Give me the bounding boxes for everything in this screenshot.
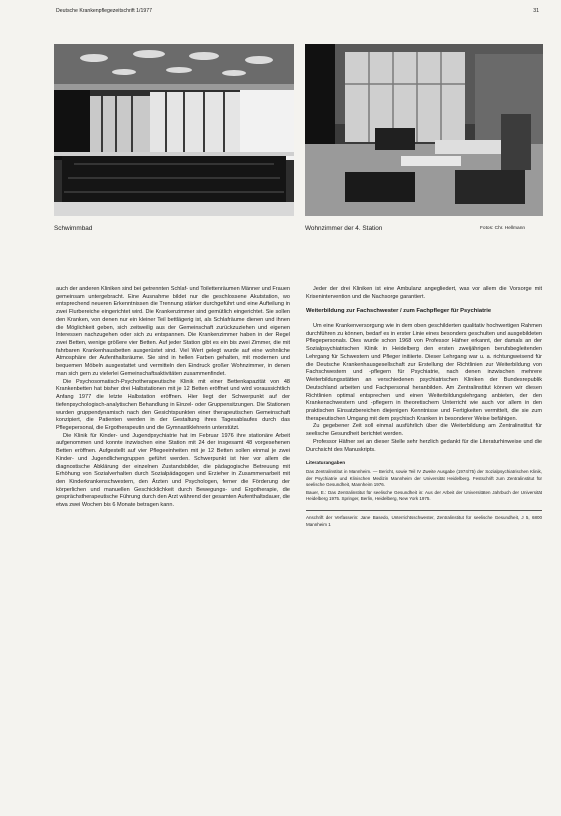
body-paragraph: auch der anderen Kliniken sind bei getrennten Schlaf- und Toilettenräumen Männer und Frauen gemeinsam untergebracht. Eine Ausnahme bildet nur die geschlossene Akutstation, wo entsprechend neueren Erkenntnissen die Trennung stärker durchgeführt und eine Aufteilung in zwei Flurbereiche eingerichtet wird. Die Krankenzimmer sind gemütlich eingerichtet. Sie sollen den Kranken, von denen nur ein kleiner Teil bettlägerig ist, als Schlafräume dienen und ihnen die Möglichkeit geben, sich zeitweilig aus der Gemeinschaft zurückzuziehen und eigenen Interessen nachzugehen oder sich zu entspannen. Die Krankenzimmer haben in der Regel zwei Betten, wenige größere vier Betten. Auf jeder Station gibt es ein bis zwei Zimmer, die mit fahrbaren Krankenhausbetten ausgerüstet sind. Viel Wert gelegt wurde auf eine wohnliche Atmosphäre der Aufenthaltsräume. Sie sind in hellen Farben gehalten, mit modernen und bequemen Möbeln ausgestattet und vermitteln den Eindruck großer Wohnzimmer, in denen man sich gern zu vielerlei Gemeinschaftsaktivitäten zusammenfindet. <box>56 286 290 377</box>
right-text-column <box>306 286 542 528</box>
body-paragraph: Professor Häfner sei an dieser Stelle sehr herzlich gedankt für die Literaturhinweise und die Durchsicht des Manuskripts. <box>306 438 542 453</box>
section-heading: Weiterbildung zur Fachschwester / zum Fachpfleger für Psychiatrie <box>306 308 492 315</box>
swimming-pool-photo <box>54 44 294 216</box>
body-paragraph: Um eine Krankenversorgung wie in dem oben geschilderten qualitativ hochwertigen Rahmen durchführen zu können, bedarf es in erster Linie eines besonders geschulten und ausgebildeten Pflegepersonals. Dies wurde schon 1968 von Professor Häfner erkannt, der damals an der Sozialpsychiatrischen Klinik in Heidelberg den ersten zweijährigen berufsbegleitenden Lehrgang für Schwestern und Pfleger initiierte. Dieser Lehrgang war u. a. richtungweisend für die Deutsche Krankenhausgesellschaft zur Erstellung der Richtlinien zur Weiterbildung von Fachschwestern und -pflegern für Psychiatrie, nach denen inzwischen mehrere Weiterbildungsstätten an verschiedenen psychiatrischen Kliniken der Bundesrepublik Deutschland arbeiten und Fachpersonal heranbilden. Am Zentralinstitut können wir diesen Richtlinien optimal entsprechen und einen Weiterbildungslehrgang anbieten, der den Krankenschwestern und -pflegern in theoretischem Unterricht wie auch vor allem in den praktischen Einsatzbereichen diejenigen Kenntnisse und Fertigkeiten vermittelt, die sie zum therapeutischen Umgang mit dem psychisch Kranken in besonderer Weise befähigen. <box>306 323 542 422</box>
left-text-column <box>56 286 290 510</box>
footnote-divider <box>306 510 542 511</box>
right-photo-caption: Wohnzimmer der 4. Station <box>305 225 383 232</box>
reference-item: Bauer, E.: Das Zentralinstitut für seelische Gesundheit in: Aus der Arbeit der Universitäten Jahrbuch der Universität Heidelberg 1975. Springer, Berlin, Heidelberg, New York 1975. <box>306 490 542 502</box>
body-paragraph: Jeder der drei Kliniken ist eine Ambulanz angegliedert, was vor allem die Vorsorge mit Krisenintervention und die Nachsorge garantiert. <box>306 286 542 300</box>
references <box>306 461 542 502</box>
living-room-photo <box>305 44 543 216</box>
references-heading: Literaturangaben <box>306 461 346 467</box>
journal-header: Deutsche Krankenpflegezeitschrift 1/1977 <box>56 8 153 14</box>
body-paragraph: Zu gegebener Zeit soll einmal ausführlich über die Weiterbildung am Zentralinstitut für seelische Gesundheit berichtet werden. <box>306 423 542 438</box>
body-paragraph: Die Psychosomatisch-Psychotherapeutische Klinik mit einer Bettenkapazität von 48 Krankenbetten hat bisher drei Halbstationen mit je 12 Betten eröffnet und wird voraussichtlich Anfang 1977 die letzte Halbstation eröffnen. Hier liegt der Schwerpunkt auf der tiefenpsychologisch-analytischen Behandlung in Einzel- oder Gruppensitzungen. Die Stationen wurden gruppendynamisch nach den Gesichtspunkten einer therapeutischen Gemeinschaft konzipiert, die Patienten werden in der Gestaltung ihres Tagesablaufes durch das Pflegepersonal, die Ergotherapeutin und die Gymnastiklehrerin unterstützt. <box>56 378 290 431</box>
reference-item: Das Zentralinstitut in Mannheim. — Bericht, sowie Teil IV Zweite Ausgabe (1974/75) der Sozialpsychiatrischen Klinik, der Psychiatrie und Klinischen Medizin Mannheim der Universität Heidelberg. Festschrift zum Zentralinstitut für seelische Gesundheit, Mannheim 1976. <box>306 469 542 487</box>
page-number: 31 <box>533 8 539 14</box>
photo-credit: Fotos: Chr. Hellmann <box>480 226 526 231</box>
body-paragraph: Die Klinik für Kinder- und Jugendpsychiatrie hat im Februar 1976 ihre stationäre Arbeit aufgenommen und konnte inzwischen eine Station mit 24 der insgesamt 48 vorgesehenen Betten eröffnen. Aufgestellt auf vier Pflegeeinheiten mit je 12 Betten sollen einmal je zwei Kinder- und Jugendlichengruppen geführt werden. Schwerpunkt ist hier vor allem die diagnostische Abklärung der einzelnen Zustandsbilder, die pädagogische Betreuung mit Erhöhung von Sozialverhalten durch Sozialpädagogen und Erzieher in Zusammenarbeit mit den Kinderkrankenschwestern, den Ärzten und Psychologen, ferner die Förderung der körperlichen und manuellen Geschicklichkeit durch Bewegungs- und Ergotherapie, die gesprächstherapeutische Führung durch den Arzt während der gesamten Aufenthaltsdauer, die etwa zwei Wochen bis 6 Monate betragen kann. <box>56 432 290 509</box>
left-photo-caption: Schwimmbad <box>54 225 93 232</box>
author-address-footnote: Anschrift der Verfasserin: Jane Basedo, Unterrichtsschwester, Zentralinstitut für seelische Gesundheit, J 5, 6800 Mannheim 1 <box>306 515 542 527</box>
